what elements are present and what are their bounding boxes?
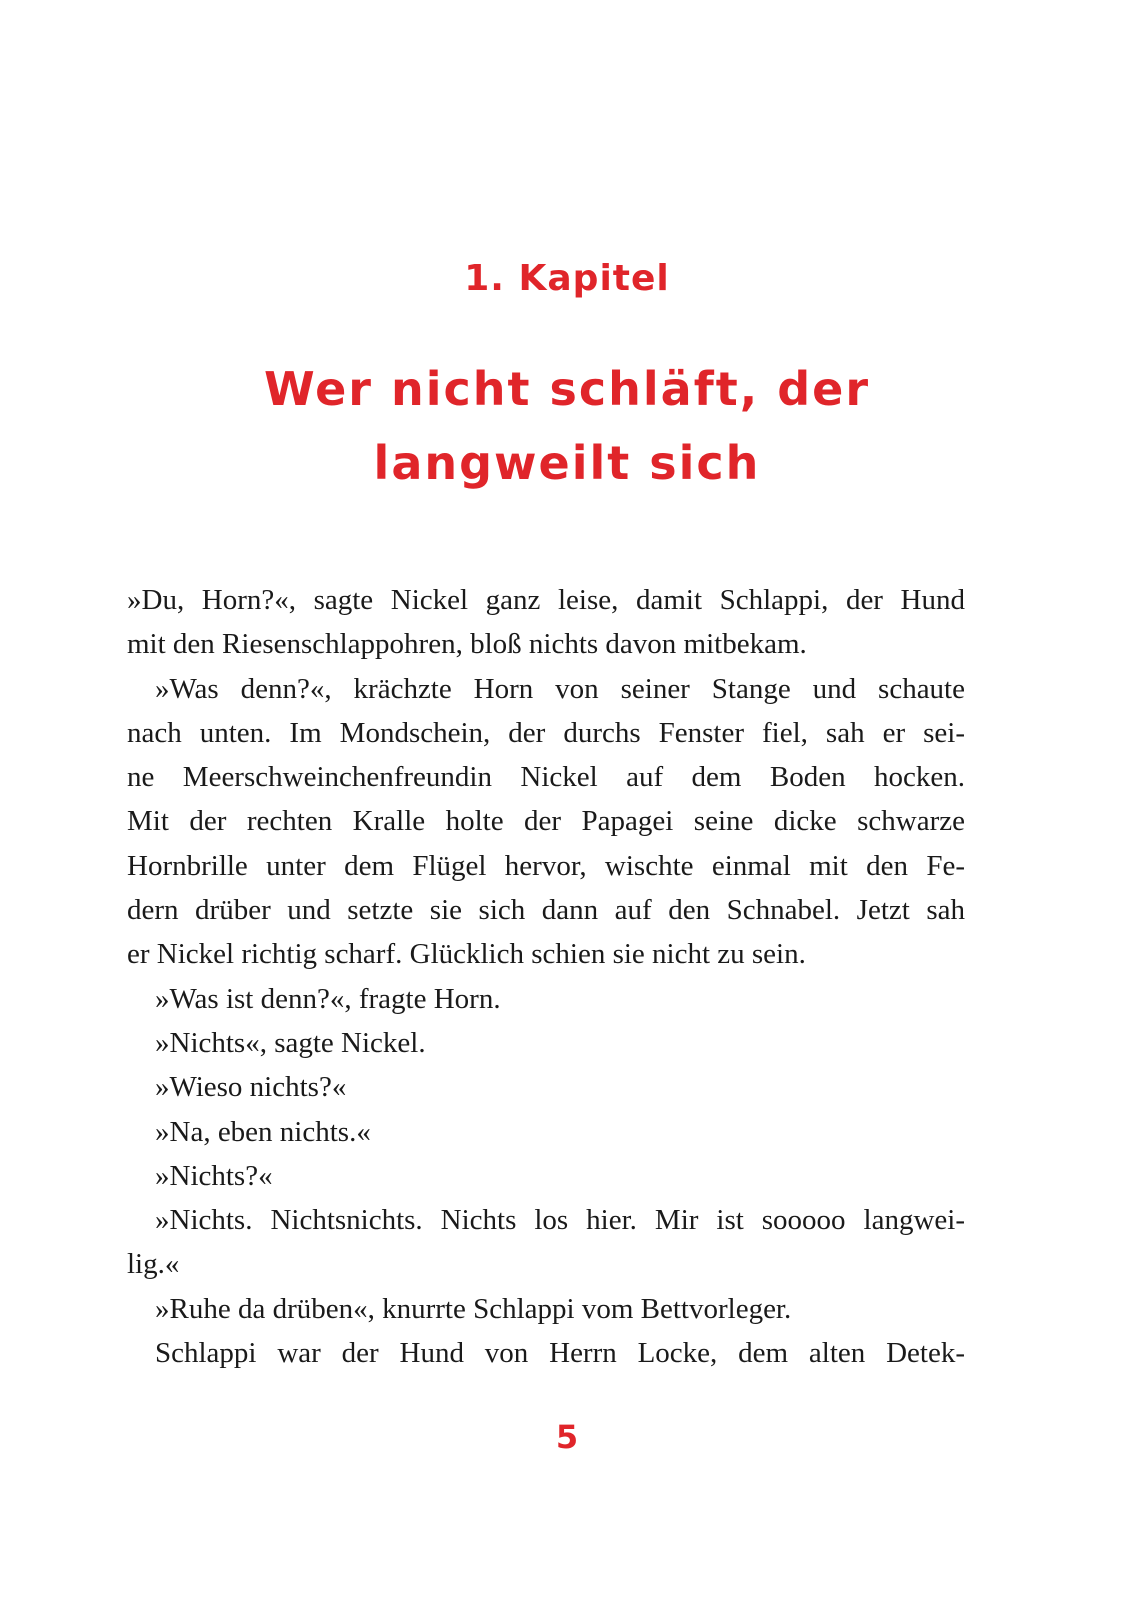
- text-line: »Du, Horn?«, sagte Nickel ganz leise, damit Schlappi, der Hund: [127, 584, 965, 616]
- text-line: nach unten. Im Mondschein, der durchs Fenster fiel, sah er sei-: [127, 716, 965, 749]
- text-line: »Was ist denn?«, fragte Horn.: [155, 982, 501, 1015]
- text-line: er Nickel richtig scharf. Glücklich schien sie nicht zu sein.: [127, 938, 806, 971]
- text-line: Hornbrille unter dem Flügel hervor, wischte einmal mit den Fe-: [127, 849, 965, 882]
- page-number: 5: [555, 1418, 579, 1456]
- text-line: mit den Riesenschlappohren, bloß nichts davon mitbekam.: [127, 628, 807, 661]
- text-line: dern drüber und setzte sie sich dann auf den Schnabel. Jetzt sah: [127, 894, 965, 927]
- text-line: »Nichts«, sagte Nickel.: [155, 1026, 426, 1059]
- text-line: »Wieso nichts?«: [155, 1071, 347, 1104]
- text-line: »Ruhe da drüben«, knurrte Schlappi vom Bettvorleger.: [155, 1292, 792, 1325]
- chapter-title-line: langweilt sich: [373, 436, 761, 490]
- text-line: ne Meerschweinchenfreundin Nickel auf dem Boden hocken.: [127, 761, 965, 794]
- text-line: »Na, eben nichts.«: [155, 1115, 371, 1148]
- text-line: Mit der rechten Kralle holte der Papagei seine dicke schwarze: [127, 805, 965, 838]
- text-line: »Nichts. Nichtsnichts. Nichts los hier. Mir ist sooooo langwei-: [155, 1204, 965, 1237]
- body-text: [127, 578, 965, 1375]
- chapter-label: 1. Kapitel: [464, 258, 670, 299]
- chapter-title-line: Wer nicht schläft, der: [263, 362, 871, 416]
- text-line: »Nichts?«: [155, 1159, 273, 1192]
- text-line: lig.«: [127, 1248, 180, 1281]
- text-line: »Was denn?«, krächzte Horn von seiner Stange und schaute: [155, 672, 965, 705]
- chapter-title: [0, 352, 1134, 500]
- text-line: Schlappi war der Hund von Herrn Locke, dem alten Detek-: [155, 1337, 965, 1370]
